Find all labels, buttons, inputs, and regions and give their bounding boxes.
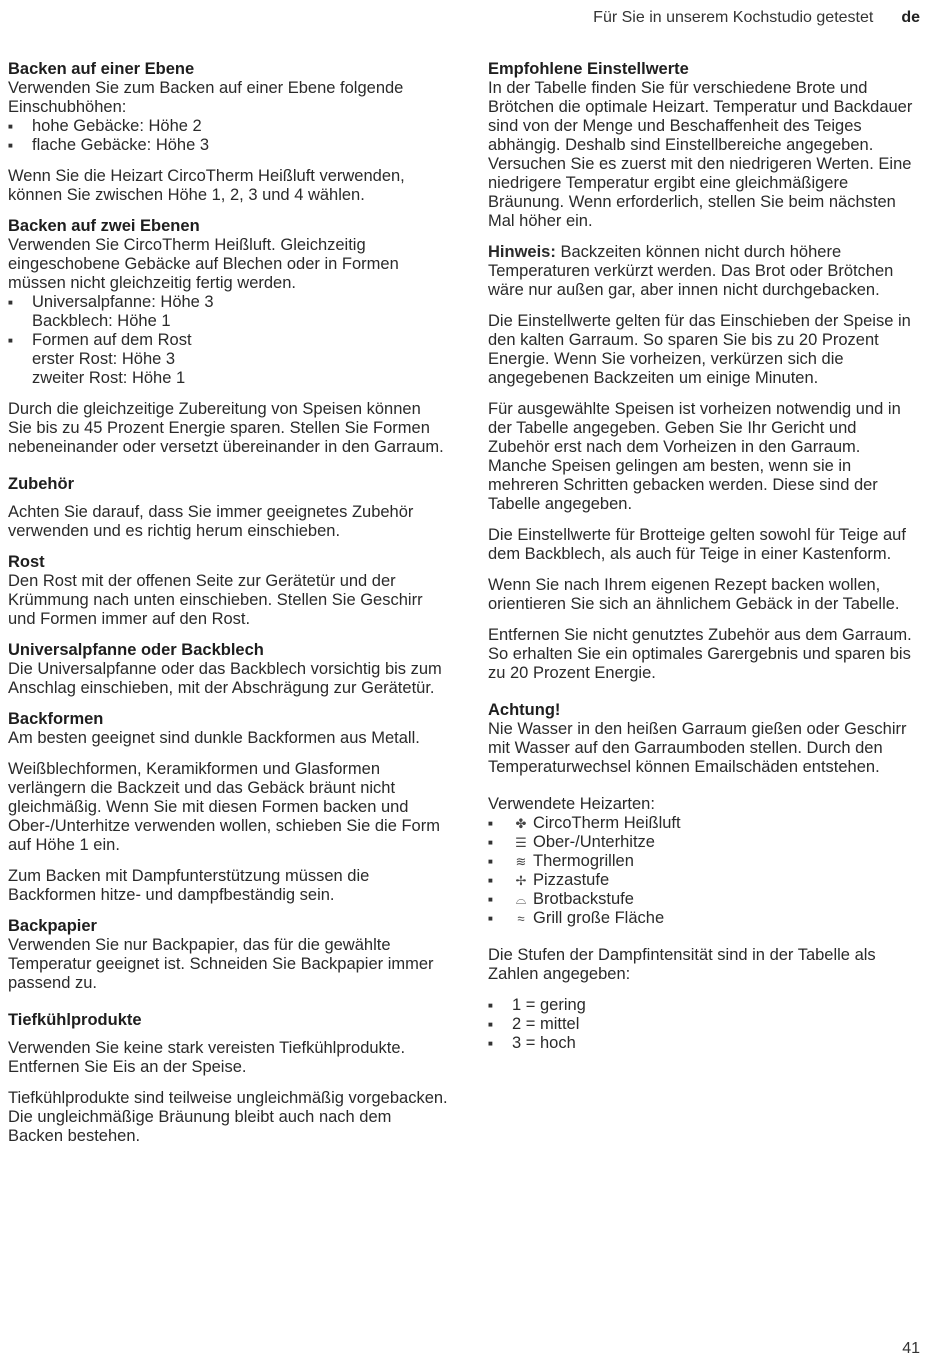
header-title: Für Sie in unserem Kochstudio getestet [593, 9, 874, 26]
section-title: Backen auf zwei Ebenen [8, 217, 200, 235]
paragraph: Die Universalpfanne oder das Backblech vorsichtig bis zum Anschlag einschieben, mit der Abschrägung zur Gerätetür. [8, 660, 442, 697]
list-item [488, 871, 920, 890]
heating-mode-label: Ober-/Unterhitze [533, 833, 655, 851]
list-item: ■ hohe Gebäcke: Höhe 2 [8, 117, 448, 136]
paragraph: Verwendete Heizarten: [488, 795, 655, 813]
ober-unterhitze-icon: ☰ [515, 835, 527, 850]
paragraph: Den Rost mit der offenen Seite zur Gerätetür und der Krümmung nach unten einschieben. Stellen Sie Geschirr und Formen immer auf den Rost. [8, 572, 423, 628]
list-item: ■ 3 = hoch [488, 1034, 920, 1053]
list-item [488, 909, 920, 928]
paragraph: Verwenden Sie CircoTherm Heißluft. Gleichzeitig eingeschobene Gebäcke auf Blechen oder in Formen müssen nicht gleichzeitig fertig werden. [8, 236, 399, 292]
list-item-line: ■ Universalpfanne: Höhe 3 [32, 293, 214, 311]
list-item [488, 890, 920, 909]
paragraph: Wenn Sie nach Ihrem eigenen Rezept backen wollen, orientieren Sie sich an ähnlichem Gebäck in der Tabelle. [488, 576, 900, 613]
heating-mode-label: Brotbackstufe [533, 890, 634, 908]
paragraph: Die Stufen der Dampfintensität sind in der Tabelle als Zahlen angegeben: [488, 946, 876, 983]
section-title: Universalpfanne oder Backblech [8, 641, 264, 659]
section-title: Tiefkühlprodukte [8, 1011, 142, 1029]
section-backen-eine-ebene [8, 60, 448, 205]
section-title: Backpapier [8, 917, 97, 935]
list-item-line: erster Rost: Höhe 3 [32, 350, 176, 368]
section-title: Rost [8, 553, 45, 571]
heating-mode-label: Pizzastufe [533, 871, 610, 889]
section-dampfstufen [488, 946, 920, 1053]
grill-icon: ≈ [517, 911, 525, 926]
paragraph: Wenn Sie die Heizart CircoTherm Heißluft verwenden, können Sie zwischen Höhe 1, 2, 3 und 4 wählen. [8, 167, 405, 204]
list-item-line: ■ Formen auf dem Rost [32, 331, 192, 349]
list-item: ■ 2 = mittel [488, 1015, 920, 1034]
section-empfohlene-einstellwerte [488, 60, 920, 231]
bullet-list [8, 293, 448, 388]
pizzastufe-icon: ✢ [515, 873, 527, 888]
section-tiefkuehlprodukte [8, 1011, 448, 1146]
bullet-list [488, 996, 920, 1053]
list-item-line: zweiter Rost: Höhe 1 [32, 369, 186, 387]
list-item [488, 814, 920, 833]
section-universalpfanne [8, 641, 448, 698]
paragraph: Die Einstellwerte für Brotteige gelten sowohl für Teige auf dem Backblech, als auch für Teige in einer Kastenform. [488, 526, 906, 563]
section-zubehoer [8, 475, 448, 541]
section-backen-zwei-ebenen [8, 217, 448, 457]
paragraph: Tiefkühlprodukte sind teilweise ungleichmäßig vorgebacken. Die ungleichmäßige Bräunung bleibt auch nach dem Backen bestehen. [8, 1089, 448, 1145]
paragraph: Durch die gleichzeitige Zubereitung von Speisen können Sie bis zu 45 Prozent Energie sparen. Stellen Sie Formen nebeneinander oder versetzt übereinander in den Garraum. [8, 400, 444, 456]
paragraph: Verwenden Sie keine stark vereisten Tiefkühlprodukte. Entfernen Sie Eis an der Speise. [8, 1039, 406, 1076]
note-text: Backzeiten können nicht durch höhere Temperaturen verkürzt werden. Das Brot oder Brötchen wäre nur außen gar, aber innen nicht durchgebacken. [488, 243, 894, 299]
section-title: Achtung! [488, 701, 561, 719]
bullet-list [8, 117, 448, 155]
paragraph: Am besten geeignet sind dunkle Backformen aus Metall. [8, 729, 420, 747]
paragraph: Weißblechformen, Keramikformen und Glasformen verlängern die Backzeit und das Gebäck bräunt nicht gleichmäßig. Wenn Sie mit diesen Formen backen und Ober-/Unterhitze verwenden wollen, schieben Sie die Form auf Höhe 1 ein. [8, 760, 440, 854]
section-title: Backen auf einer Ebene [8, 60, 195, 78]
section-title: Zubehör [8, 475, 74, 493]
note-label: Hinweis: [488, 243, 556, 261]
paragraph: Nie Wasser in den heißen Garraum gießen oder Geschirr mit Wasser auf den Garraumboden stellen. Durch den Temperaturwechsel können Emailschäden entstehen. [488, 720, 907, 776]
list-item: ■ 1 = gering [488, 996, 920, 1015]
list-item-line: Backblech: Höhe 1 [32, 312, 171, 330]
paragraph: Zum Backen mit Dampfunterstützung müssen die Backformen hitze- und dampfbeständig sein. [8, 867, 370, 904]
heating-mode-label: Grill große Fläche [533, 909, 665, 927]
section-backpapier [8, 917, 448, 993]
section-achtung [488, 701, 920, 777]
list-item: ■ flache Gebäcke: Höhe 3 [8, 136, 448, 155]
brotbackstufe-icon: ⌓ [515, 892, 527, 907]
section-title: Empfohlene Einstellwerte [488, 60, 689, 78]
page-header [593, 8, 920, 27]
list-item [8, 293, 448, 331]
list-item [488, 852, 920, 871]
left-column [8, 60, 448, 1146]
section-heizarten [488, 795, 920, 928]
section-backformen [8, 710, 448, 905]
heating-mode-list [488, 814, 920, 928]
section-title: Backformen [8, 710, 104, 728]
list-item [8, 331, 448, 388]
paragraph: Verwenden Sie zum Backen auf einer Ebene folgende Einschubhöhen: [8, 79, 404, 116]
section-rost [8, 553, 448, 629]
heating-mode-label: CircoTherm Heißluft [533, 814, 681, 832]
heating-mode-label: Thermogrillen [533, 852, 634, 870]
paragraph: In der Tabelle finden Sie für verschiedene Brote und Brötchen die optimale Heizart. Temperatur und Backdauer sind von der Menge und Beschaffenheit des Teiges abhängig. Deshalb sind Einstellbereiche angegeben. Versuchen Sie es zuerst mit den niedrigeren Werten. Eine niedrigere Temperatur ergibt eine gleichmäßigere Bräunung. Wenn erforderlich, stellen Sie beim nächsten Mal höher ein. [488, 79, 913, 230]
right-column [488, 60, 920, 1053]
thermogrillen-icon: ≋ [515, 854, 527, 869]
list-item [488, 833, 920, 852]
paragraph: Die Einstellwerte gelten für das Einschieben der Speise in den kalten Garraum. So sparen Sie bis zu 20 Prozent Energie. Wenn Sie vorheizen, verkürzen sich die angegebenen Backzeiten um einige Minuten. [488, 312, 911, 387]
page-number: 41 [902, 1340, 920, 1357]
paragraph: Achten Sie darauf, dass Sie immer geeignetes Zubehör verwenden und es richtig herum einschieben. [8, 503, 414, 540]
paragraph: Entfernen Sie nicht genutztes Zubehör aus dem Garraum. So erhalten Sie ein optimales Garergebnis und sparen bis zu 20 Prozent Energie. [488, 626, 912, 682]
circotherm-icon: ✤ [515, 816, 527, 831]
paragraph: Für ausgewählte Speisen ist vorheizen notwendig und in der Tabelle angegeben. Geben Sie Ihr Gericht und Zubehör erst nach dem Vorheizen in den Garraum. Manche Speisen gelingen am besten, wenn sie in mehreren Schritten gebacken werden. Diese sind der Tabelle angegeben. [488, 400, 901, 513]
paragraph: Verwenden Sie nur Backpapier, das für die gewählte Temperatur geeignet ist. Schneiden Sie Backpapier immer passend zu. [8, 936, 434, 992]
language-code: de [901, 9, 920, 26]
note-paragraph [488, 243, 920, 300]
